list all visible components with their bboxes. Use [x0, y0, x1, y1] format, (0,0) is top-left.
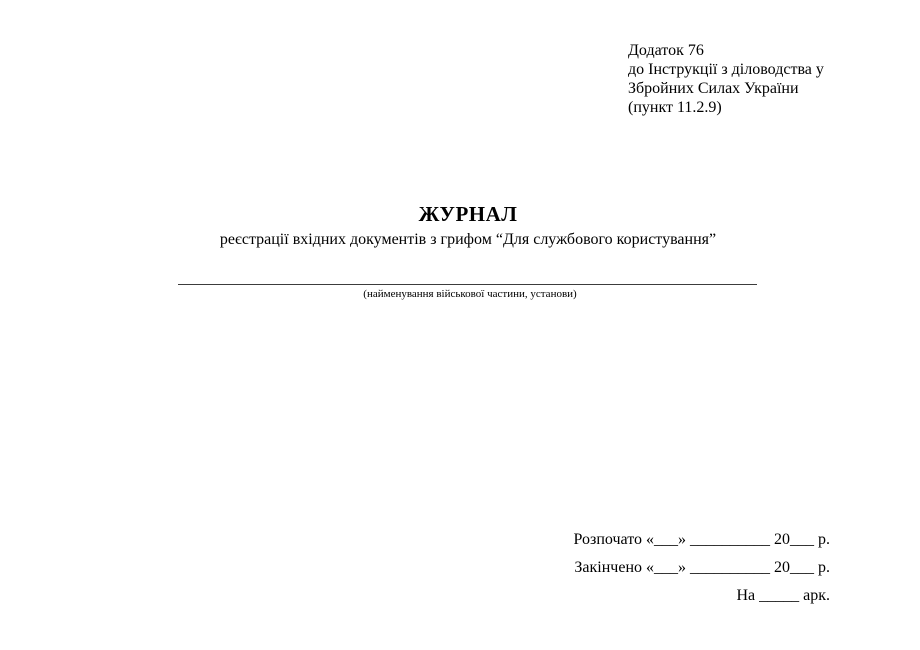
- appendix-reference: [628, 41, 824, 117]
- started-line: Розпочато «___» __________ 20___ р.: [573, 531, 830, 548]
- appendix-line-instruction: до Інструкції з діловодства у: [628, 61, 824, 78]
- org-name-caption: (найменування військової частини, установи): [363, 288, 577, 300]
- appendix-line-clause: (пункт 11.2.9): [628, 99, 722, 116]
- org-name-fill-line: [178, 284, 757, 285]
- appendix-line-number: Додаток 76: [628, 42, 704, 59]
- dates-block: [574, 526, 830, 610]
- page-subtitle: реєстрації вхідних документів з грифом “Для службового користування”: [219, 231, 717, 248]
- finished-line: Закінчено «___» __________ 20___ р.: [574, 559, 830, 576]
- appendix-line-armed-forces: Збройних Силах України: [628, 80, 799, 97]
- page-title: ЖУРНАЛ: [418, 202, 518, 226]
- sheets-line: На _____ арк.: [736, 587, 830, 604]
